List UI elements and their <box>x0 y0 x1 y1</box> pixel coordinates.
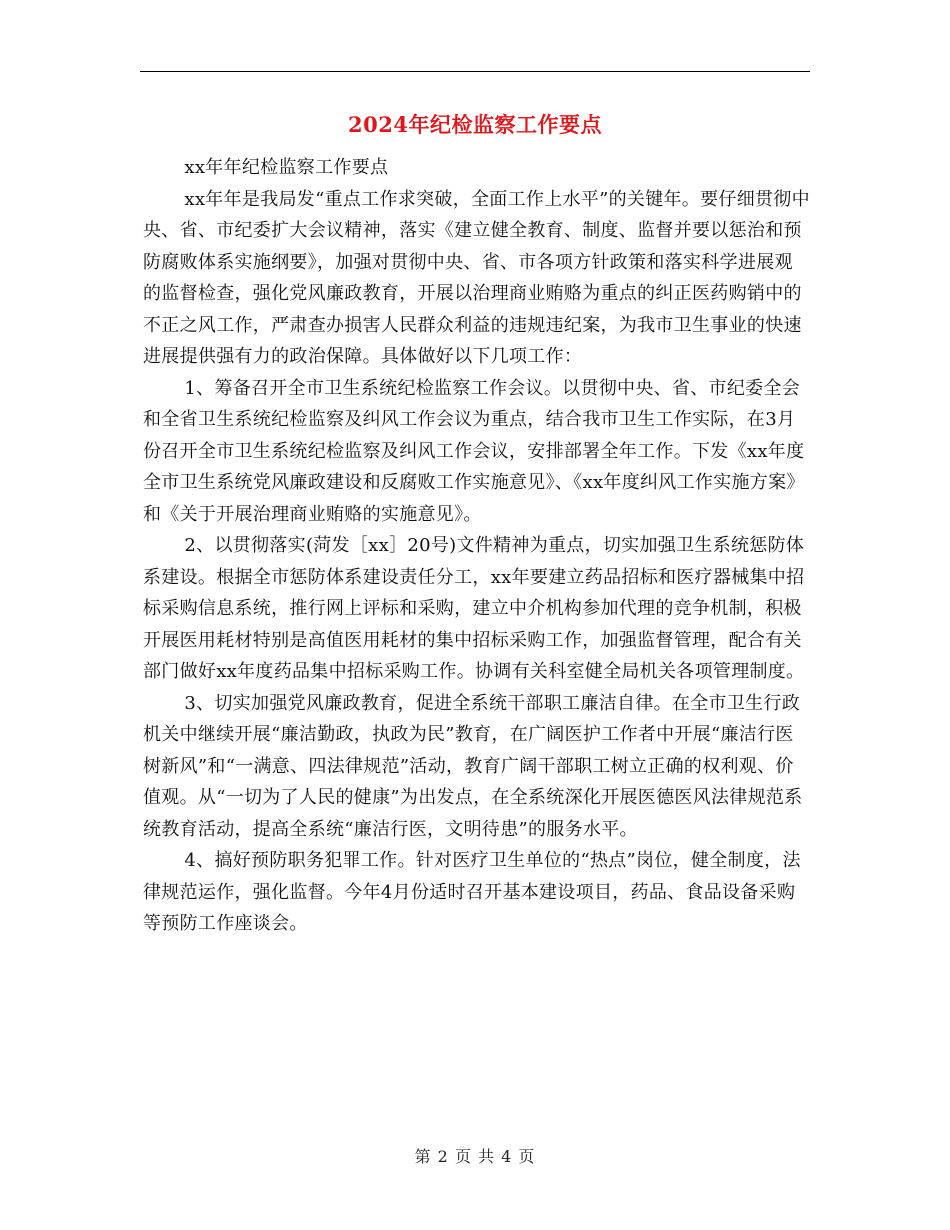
paragraph-item-2: 2、以贯彻落实(菏发［xx］20号)文件精神为重点，切实加强卫生系统惩防体系建设。根据全市惩防体系建设责任分工，xx年要建立药品招标和医疗器械集中招标采购信息系统，推行网上评标和采购，建立中介机构参加代理的竞争机制，积极开展医用耗材特别是高值医用耗材的集中招标采购工作，加强监督管理，配合有关部门做好xx年度药品集中招标采购工作。协调有关科室健全局机关各项管理制度。 <box>143 535 805 682</box>
header-rule <box>140 71 810 72</box>
document-title: 2024年纪检监察工作要点 <box>348 112 602 137</box>
paragraph-item-1: 1、筹备召开全市卫生系统纪检监察工作会议。以贯彻中央、省、市纪委全会和全省卫生系统纪检监察及纠风工作会议为重点，结合我市卫生工作实际，在3月份召开全市卫生系统纪检监察及纠风工作会议，安排部署全年工作。下发《xx年度全市卫生系统党风廉政建设和反腐败工作实施意见》、《xx年度纠风工作实施方案》和《关于开展治理商业贿赂的实施意见》。 <box>143 377 805 525</box>
paragraph-intro: xx年年是我局发“重点工作求突破，全面工作上水平”的关键年。要仔细贯彻中央、省、市纪委扩大会议精神，落实《建立健全教育、制度、监督并要以惩治和预防腐败体系实施纲要》，加强对贯彻中央、省、市各项方针政策和落实科学进展观的监督检查，强化党风廉政教育，开展以治理商业贿赂为重点的纠正医药购销中的不正之风工作，严肃查办损害人民群众利益的违规违纪案，为我市卫生事业的快速进展提供强有力的政治保障。具体做好以下几项工作： <box>143 188 810 367</box>
paragraph-item-4: 4、搞好预防职务犯罪工作。针对医疗卫生单位的“热点”岗位，健全制度，法律规范运作，强化监督。今年4月份适时召开基本建设项目，药品、食品设备采购等预防工作座谈会。 <box>143 850 801 934</box>
paragraph-subtitle: xx年年纪检监察工作要点 <box>184 157 389 178</box>
page-number: 第 2 页 共 4 页 <box>414 1147 536 1166</box>
document-body <box>143 152 811 940</box>
paragraph-item-3: 3、切实加强党风廉政教育，促进全系统干部职工廉洁自律。在全市卫生行政机关中继续开展“廉洁勤政，执政为民”教育，在广阔医护工作者中开展“廉洁行医树新风”和“一满意、四法律规范”活动，教育广阔干部职工树立正确的权利观、价值观。从“一切为了人民的健康”为出发点，在全系统深化开展医德医风法律规范系统教育活动，提高全系统“廉洁行医，文明待患”的服务水平。 <box>143 692 803 840</box>
